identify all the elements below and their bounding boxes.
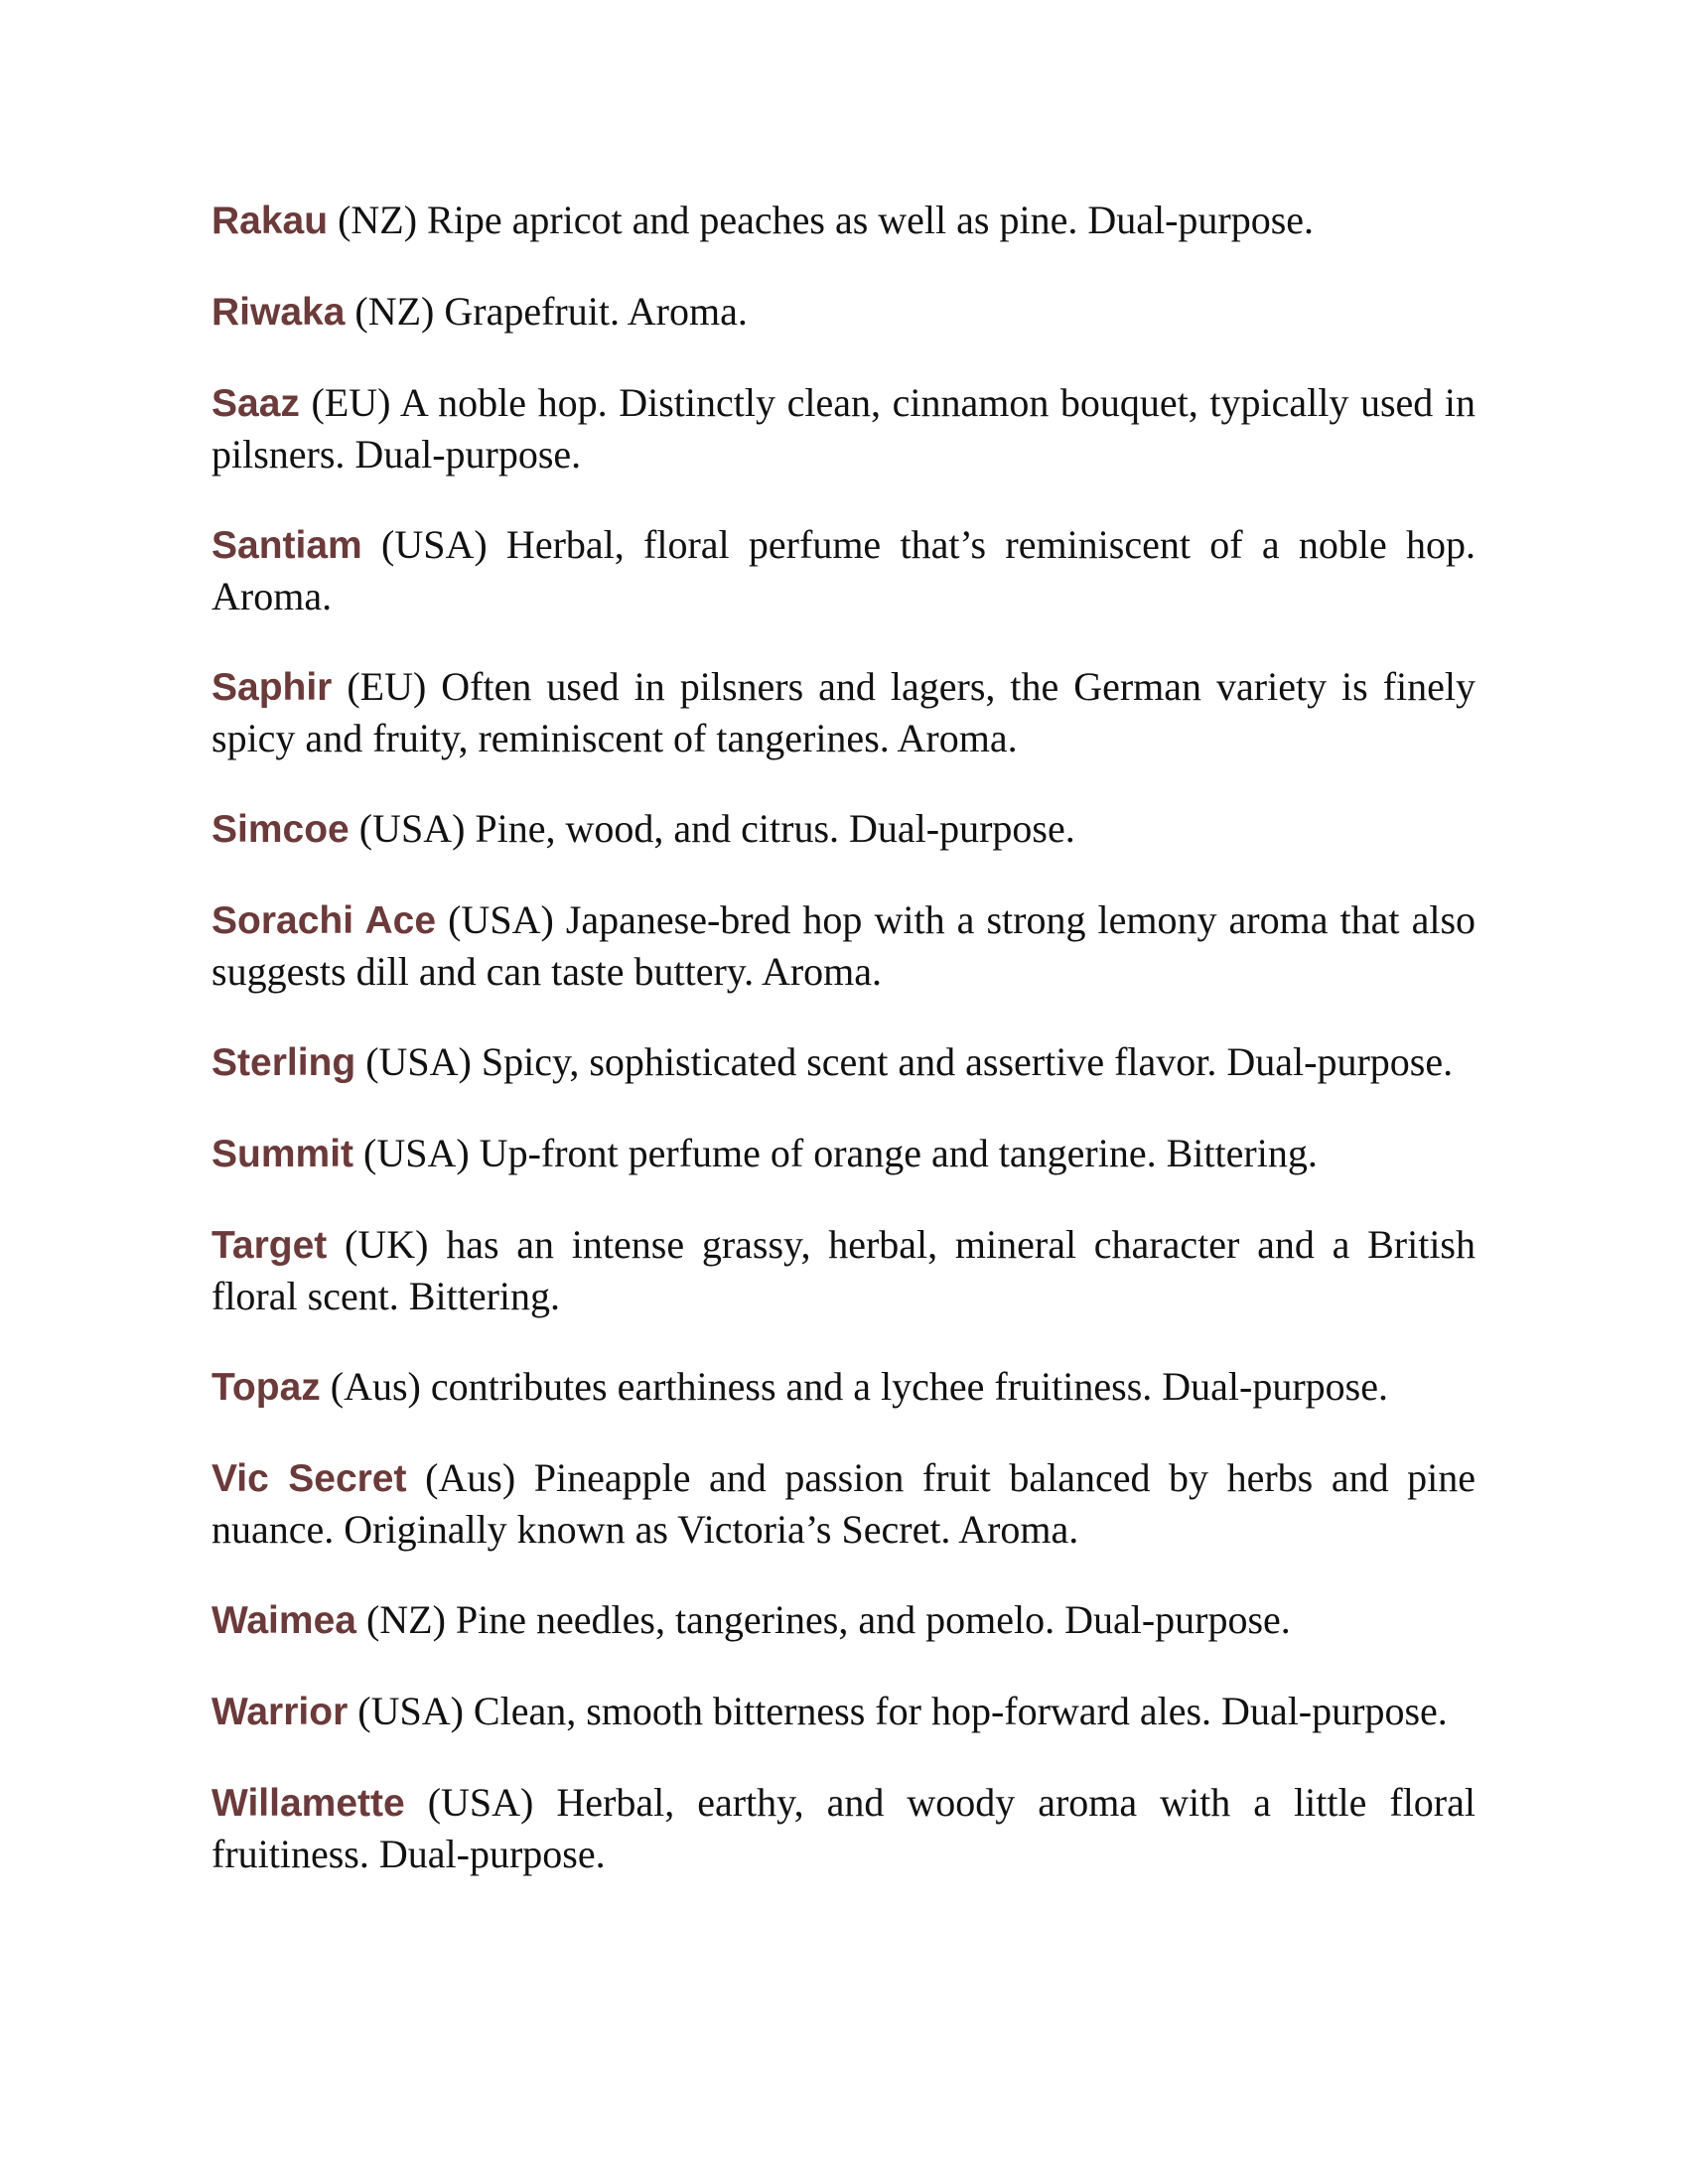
hop-name: Summit [211, 1133, 354, 1175]
hop-entry [211, 286, 1476, 338]
hop-name: Warrior [211, 1691, 349, 1733]
hop-entry [211, 1594, 1476, 1646]
hop-description: (USA) Pine, wood, and citrus. Dual-purpose. [358, 806, 1075, 851]
hop-entry [211, 519, 1476, 621]
hop-entry [211, 1777, 1476, 1879]
hop-entry [211, 1686, 1476, 1737]
hop-description: (Aus) Pineapple and passion fruit balanced by herbs and pine nuance. Originally known as Victoria’s Secret. Aroma. [211, 1455, 1477, 1552]
hop-description: (EU) A noble hop. Distinctly clean, cinnamon bouquet, typically used in pilsners. Dual-purpose. [211, 380, 1476, 477]
hop-description: (USA) Spicy, sophisticated scent and assertive flavor. Dual-purpose. [365, 1039, 1454, 1084]
hop-name: Topaz [211, 1366, 321, 1409]
hop-name: Waimea [211, 1599, 356, 1642]
hop-name: Riwaka [211, 291, 346, 334]
hop-entry [211, 894, 1476, 997]
hop-description: (USA) Herbal, earthy, and woody aroma with a little floral fruitiness. Dual-purpose. [211, 1780, 1476, 1876]
hop-name: Saaz [211, 382, 300, 425]
hop-description: (USA) Japanese-bred hop with a strong lemony aroma that also suggests dill and can taste buttery. Aroma. [211, 897, 1477, 994]
hop-entry [211, 195, 1476, 246]
hop-name: Santiam [211, 524, 362, 567]
hop-name: Willamette [211, 1782, 405, 1825]
hop-entries-list [211, 195, 1476, 1919]
hop-name: Rakau [211, 200, 329, 242]
hop-entry [211, 1452, 1476, 1555]
hop-entry [211, 1036, 1476, 1088]
hop-description: (NZ) Grapefruit. Aroma. [354, 289, 748, 334]
hop-description: (EU) Often used in pilsners and lagers, the German variety is finely spicy and fruity, reminiscent of tangerines. Aroma. [211, 664, 1476, 760]
hop-entry [211, 803, 1476, 855]
hop-entry [211, 377, 1476, 479]
hop-description: (UK) has an intense grassy, herbal, mineral character and a British floral scent. Bittering. [211, 1222, 1476, 1318]
hop-description: (NZ) Ripe apricot and peaches as well as pine. Dual-purpose. [338, 198, 1315, 242]
hop-name: Target [211, 1224, 328, 1267]
hop-name: Vic Secret [211, 1457, 407, 1500]
hop-description: (USA) Up-front perfume of orange and tangerine. Bittering. [363, 1131, 1318, 1175]
hop-name: Saphir [211, 666, 333, 709]
hop-entry [211, 1219, 1476, 1321]
hop-name: Simcoe [211, 808, 350, 851]
hop-entry [211, 1128, 1476, 1179]
hop-entry [211, 1361, 1476, 1413]
hop-description: (Aus) contributes earthiness and a lychee fruitiness. Dual-purpose. [330, 1364, 1388, 1409]
hop-name: Sorachi Ace [211, 899, 437, 942]
hop-description: (USA) Herbal, floral perfume that’s reminiscent of a noble hop. Aroma. [211, 522, 1477, 618]
hop-name: Sterling [211, 1041, 356, 1084]
hop-description: (NZ) Pine needles, tangerines, and pomelo. Dual-purpose. [365, 1597, 1291, 1642]
hop-entry [211, 661, 1476, 763]
hop-description: (USA) Clean, smooth bitterness for hop-forward ales. Dual-purpose. [357, 1689, 1448, 1733]
